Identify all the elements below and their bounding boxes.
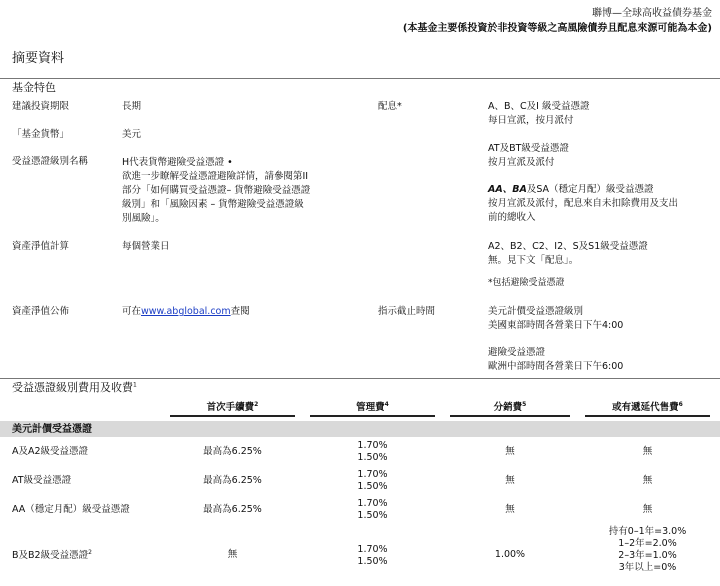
horizon-value: 長期 bbox=[122, 101, 142, 112]
class-description bbox=[122, 156, 310, 226]
cdsc-line: 2–3年=1.0% bbox=[618, 550, 677, 561]
nav-calc-value: 每個營業日 bbox=[122, 241, 170, 252]
class-line: 別風險」。 bbox=[122, 213, 165, 224]
cutoff-usd-desc: 美國東部時間各營業日下午4:00 bbox=[488, 320, 624, 331]
cdsc-cell bbox=[585, 526, 710, 574]
col-sup: 5 bbox=[522, 401, 527, 408]
dividend-label: 配息* bbox=[378, 101, 402, 112]
div-at-title: AT及BT級受益憑證 bbox=[488, 143, 569, 154]
col-label: 或有遞延代售費 bbox=[612, 402, 679, 414]
cutoff-hedged-title: 避險受益憑證 bbox=[488, 347, 546, 358]
div-aa-title-italic: AA、BA bbox=[488, 184, 527, 195]
initial-charge-cell: 最高為6.25% bbox=[203, 504, 262, 515]
col-management-fee bbox=[310, 401, 435, 415]
dist-fee-cell: 無 bbox=[505, 504, 515, 515]
risk-warning: (本基金主要係投資於非投資等級之高風險債券且配息來源可能為本金) bbox=[402, 23, 712, 34]
class-line: 部分「如何購買受益憑證– 貨幣避險受益憑證 bbox=[122, 185, 311, 196]
col-sup: 4 bbox=[384, 401, 389, 408]
col-underline bbox=[170, 415, 295, 417]
nav-pub-value bbox=[122, 306, 250, 319]
table-row-name bbox=[12, 549, 92, 563]
cutoff-label: 指示截止時間 bbox=[378, 306, 436, 317]
div-abc-desc: 每日宣派，按月派付 bbox=[488, 115, 574, 126]
col-label: 首次手續費 bbox=[206, 402, 255, 414]
row-name-text: B及B2級受益憑證 bbox=[12, 550, 89, 562]
div-aa-title bbox=[488, 184, 654, 197]
cdsc-line: 1–2年=2.0% bbox=[618, 538, 677, 549]
cutoff-usd-title: 美元計價受益憑證級別 bbox=[488, 306, 584, 317]
col-label: 分銷費 bbox=[493, 402, 523, 414]
table-row-name: AA（穩定月配）級受益憑證 bbox=[12, 504, 130, 515]
mgmt-fee-cell-1: 1.70% bbox=[357, 469, 388, 480]
col-underline bbox=[310, 415, 435, 417]
col-cdsc bbox=[585, 401, 710, 415]
abglobal-link[interactable]: www.abglobal.com bbox=[141, 306, 231, 317]
initial-charge-cell: 最高為6.25% bbox=[203, 446, 262, 457]
dist-fee-cell: 無 bbox=[505, 475, 515, 486]
group-label: 美元計價受益憑證 bbox=[12, 424, 92, 435]
fees-title-sup: 1 bbox=[133, 381, 137, 389]
col-initial-charge bbox=[170, 401, 295, 415]
div-aa-desc2: 前的總收入 bbox=[488, 212, 536, 223]
currency-value: 美元 bbox=[122, 129, 142, 140]
cdsc-cell: 無 bbox=[642, 504, 653, 515]
class-line: 欲進一步瞭解受益憑證避險詳情，請參閱第II bbox=[122, 171, 309, 182]
nav-calc-label: 資產淨值計算 bbox=[12, 241, 70, 252]
class-label: 受益憑證級別名稱 bbox=[12, 156, 89, 167]
mgmt-fee-cell-1: 1.70% bbox=[357, 440, 388, 451]
col-distribution-fee bbox=[450, 401, 570, 415]
initial-charge-cell: 無 bbox=[227, 549, 238, 560]
document-title: 摘要資料 bbox=[12, 51, 65, 66]
col-sup: 2 bbox=[254, 401, 259, 408]
cdsc-line: 3年以上=0% bbox=[618, 562, 677, 573]
class-line: H代表貨幣避險受益憑證 • bbox=[122, 157, 233, 168]
features-section-title: 基金特色 bbox=[12, 81, 56, 94]
cdsc-cell: 無 bbox=[642, 475, 653, 486]
fund-name: 聯博—全球高收益債券基金 bbox=[592, 8, 712, 19]
div-aa-desc1: 按月宣派及派付，配息來自未扣除費用及支出 bbox=[488, 198, 679, 209]
fees-section-title bbox=[12, 381, 137, 396]
div-at-desc: 按月宣派及派付 bbox=[488, 157, 555, 168]
mgmt-fee-cell-2: 1.50% bbox=[357, 481, 388, 492]
dist-fee-cell: 無 bbox=[505, 446, 515, 457]
mgmt-fee-cell-2: 1.50% bbox=[357, 556, 388, 567]
nav-pub-suffix: 查閱 bbox=[230, 306, 250, 317]
col-underline bbox=[450, 415, 570, 417]
mgmt-fee-cell-1: 1.70% bbox=[357, 498, 388, 509]
row-name-sup: 2 bbox=[88, 549, 92, 556]
table-row-name: AT級受益憑證 bbox=[12, 475, 72, 486]
nav-pub-label: 資產淨值公佈 bbox=[12, 306, 70, 317]
mgmt-fee-cell-1: 1.70% bbox=[357, 544, 388, 555]
dist-fee-cell: 1.00% bbox=[494, 549, 526, 560]
div-a2-desc: 無。見下文「配息」。 bbox=[488, 255, 579, 266]
class-line: 級別」和「風險因素 – 貨幣避險受益憑證級 bbox=[122, 199, 304, 210]
col-sup: 6 bbox=[678, 401, 683, 408]
col-label: 管理費 bbox=[356, 402, 385, 414]
nav-pub-prefix: 可在 bbox=[122, 306, 142, 317]
cdsc-cell: 無 bbox=[642, 446, 653, 457]
currency-label: 「基金貨幣」 bbox=[12, 129, 70, 140]
div-a2-title: A2、B2、C2、I2、S及S1級受益憑證 bbox=[488, 241, 648, 252]
section-divider bbox=[0, 378, 720, 379]
mgmt-fee-cell-2: 1.50% bbox=[357, 452, 388, 463]
div-aa-title-rest: 及SA（穩定月配）級受益憑證 bbox=[526, 184, 654, 195]
initial-charge-cell: 最高為6.25% bbox=[203, 475, 262, 486]
div-note: *包括避險受益憑證 bbox=[488, 278, 565, 288]
cdsc-line: 持有0–1年=3.0% bbox=[608, 526, 687, 537]
title-divider bbox=[0, 78, 720, 79]
col-underline bbox=[585, 415, 710, 417]
table-row-name: A及A2級受益憑證 bbox=[12, 446, 89, 457]
horizon-label: 建議投資期限 bbox=[12, 101, 70, 112]
fees-title-text: 受益憑證級別費用及收費 bbox=[12, 381, 133, 394]
div-abc-title: A、B、C及I 級受益憑證 bbox=[488, 101, 590, 112]
group-band bbox=[0, 421, 720, 437]
mgmt-fee-cell-2: 1.50% bbox=[357, 510, 388, 521]
cutoff-hedged-desc: 歐洲中部時間各營業日下午6:00 bbox=[488, 361, 624, 372]
